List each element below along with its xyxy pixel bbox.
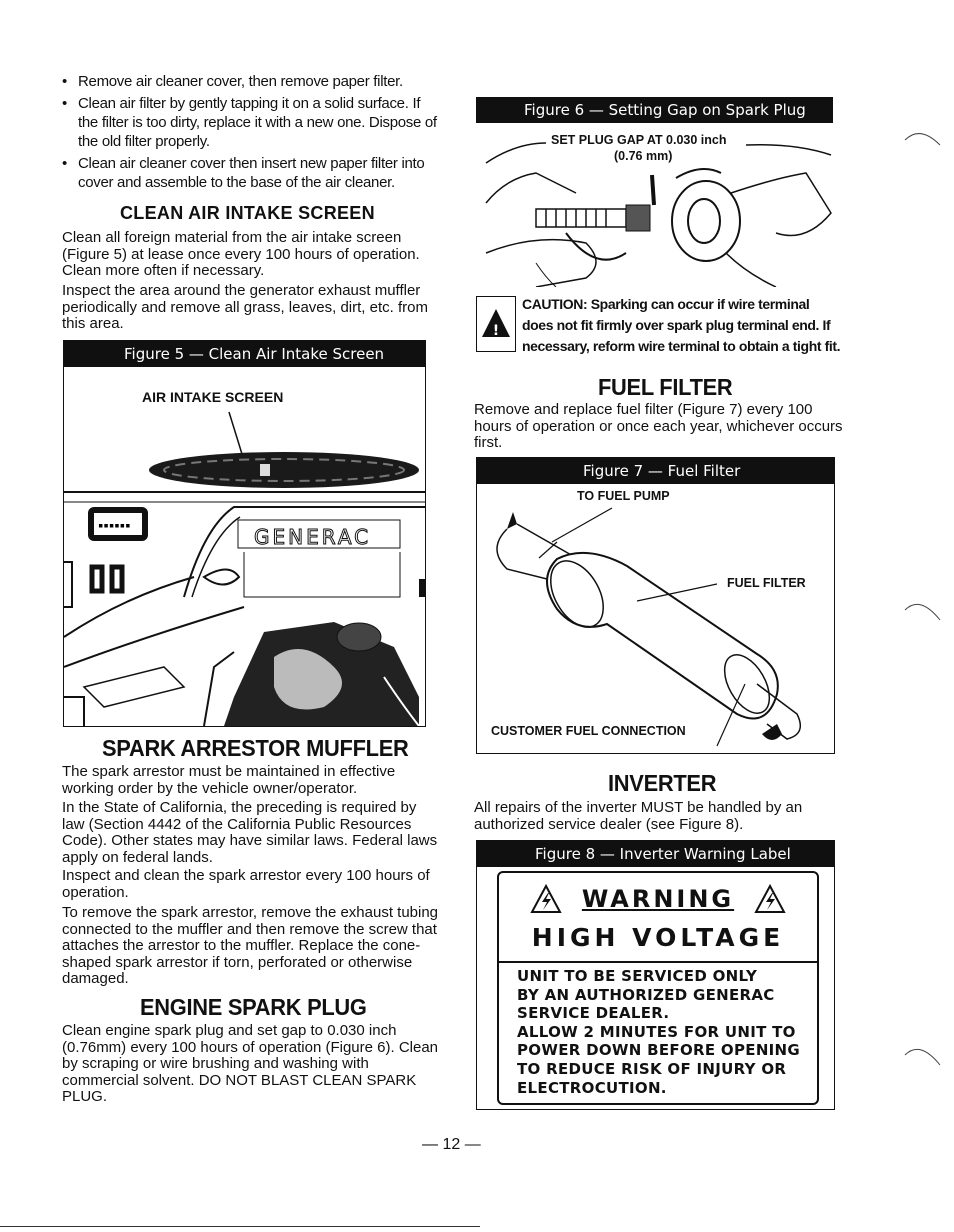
clean-intake-heading: CLEAN AIR INTAKE SCREEN (120, 203, 375, 223)
spark-arrestor-paragraph-2: In the State of California, the preceding is required by law (Section 4442 of the California Public Resources Code). Other states may have similar laws. Federal laws apply on federal lands. (62, 799, 438, 866)
engine-spark-plug-paragraph: Clean engine spark plug and set gap to 0.030 inch (0.76mm) every 100 hours of operation (Figure 6). Clean by scraping or wire brushing and washing with commercial solvent. DO NOT BLAST CLEAN SPARK PLUG. (62, 1022, 439, 1105)
warning-line: UNIT TO BE SERVICED ONLY (517, 967, 758, 985)
fuel-filter-heading: FUEL FILTER (598, 374, 733, 400)
caution-line-3: necessary, reform wire terminal to obtain a tight fit. (522, 338, 841, 354)
inverter-paragraph: All repairs of the inverter MUST be handled by an authorized service dealer (see Figure 8). (474, 799, 803, 833)
warning-line: TO REDUCE RISK OF INJURY OR (517, 1059, 787, 1078)
label-divider (499, 961, 817, 963)
warning-line: ELECTROCUTION. (517, 1078, 667, 1097)
list-item: • Clean air filter by gently tapping it on a solid surface. If the filter is too dirty, replace it with a new one. Dispose of the old filter properly. (60, 94, 440, 151)
shock-hazard-icon (530, 884, 562, 914)
warning-line: POWER DOWN BEFORE OPENING (517, 1041, 801, 1060)
figure-5-callout: AIR INTAKE SCREEN (142, 389, 284, 405)
caution-text (522, 294, 852, 357)
spark-arrestor-paragraph-1: The spark arrestor must be maintained in effective working order by the vehicle owner/operator. (62, 763, 396, 797)
figure-6-callout-line-1: SET PLUG GAP AT 0.030 inch (551, 133, 727, 147)
air-filter-steps (60, 72, 440, 195)
customer-fuel-connection-label: CUSTOMER FUEL CONNECTION (491, 724, 686, 738)
warning-row (499, 873, 817, 925)
fuel-pump-label: TO FUEL PUMP (577, 489, 670, 503)
generator-illustration (64, 367, 425, 726)
list-item: • Remove air cleaner cover, then remove paper filter. (60, 72, 440, 91)
warning-line: BY AN AUTHORIZED GENERAC (517, 985, 775, 1004)
fuel-filter-illustration (477, 484, 834, 753)
figure-5-title: Figure 5 — Clean Air Intake Screen (64, 341, 425, 367)
figure-6-callout-line-2: (0.76 mm) (614, 149, 673, 163)
warning-line: SERVICE DEALER. (517, 1004, 670, 1023)
caution-line-1: CAUTION: Sparking can occur if wire terminal (522, 296, 810, 312)
shock-hazard-icon (754, 884, 786, 914)
warning-triangle-icon (477, 297, 515, 351)
figure-7-box (476, 457, 835, 754)
figure-7-title: Figure 7 — Fuel Filter (477, 458, 834, 484)
spark-arrestor-paragraph-3: Inspect and clean the spark arrestor every 100 hours of operation. (62, 867, 430, 901)
figure-6-title: Figure 6 — Setting Gap on Spark Plug (476, 97, 833, 123)
list-item: • Clean air cleaner cover then insert new paper filter into cover and assemble to the base of the air cleaner. (60, 154, 440, 192)
clean-intake-paragraph-2: Inspect the area around the generator exhaust muffler periodically and remove all grass, leaves, dirt, etc. from this area. (62, 282, 428, 332)
bottom-rule (0, 1226, 480, 1227)
high-voltage-title: HIGH VOLTAGE (531, 923, 785, 952)
figure-8-title: Figure 8 — Inverter Warning Label (477, 841, 834, 867)
inverter-heading: INVERTER (608, 770, 717, 796)
spark-arrestor-heading: SPARK ARRESTOR MUFFLER (102, 735, 409, 761)
generac-logo: GENERAC (254, 525, 372, 549)
spark-arrestor-paragraph-4: To remove the spark arrestor, remove the exhaust tubing connected to the muffler and then remove the screw that attaches the arrestor to the muffler. Replace the cone-shaped spark arrestor if torn, perforated or otherwise damaged. (62, 904, 439, 987)
fuel-filter-label: FUEL FILTER (727, 576, 806, 590)
caution-box (476, 296, 516, 352)
spark-plug-illustration (476, 123, 833, 287)
warning-instructions (517, 967, 815, 1097)
inverter-warning-label (497, 871, 819, 1105)
clean-intake-paragraph-1: Clean all foreign material from the air intake screen (Figure 5) at lease once every 100 hours of operation. Clean more often if necessary. (62, 229, 420, 279)
caution-line-2: does not fit firmly over spark plug terminal end. If (522, 317, 831, 333)
figure-6-box (476, 97, 833, 287)
figure-8-box (476, 840, 835, 1110)
fuel-filter-paragraph: Remove and replace fuel filter (Figure 7) every 100 hours of operation or once each year, whichever occurs first. (474, 401, 843, 451)
scan-margin-marks (900, 120, 950, 1120)
svg-text:▪▪▪▪▪▪: ▪▪▪▪▪▪ (98, 521, 131, 531)
warning-title: WARNING (581, 885, 735, 913)
figure-5-box (63, 340, 426, 727)
warning-line: ALLOW 2 MINUTES FOR UNIT TO (517, 1022, 796, 1041)
engine-spark-plug-heading: ENGINE SPARK PLUG (140, 994, 367, 1020)
page-number: — 12 — (422, 1136, 481, 1153)
svg-text:!: ! (492, 323, 500, 339)
